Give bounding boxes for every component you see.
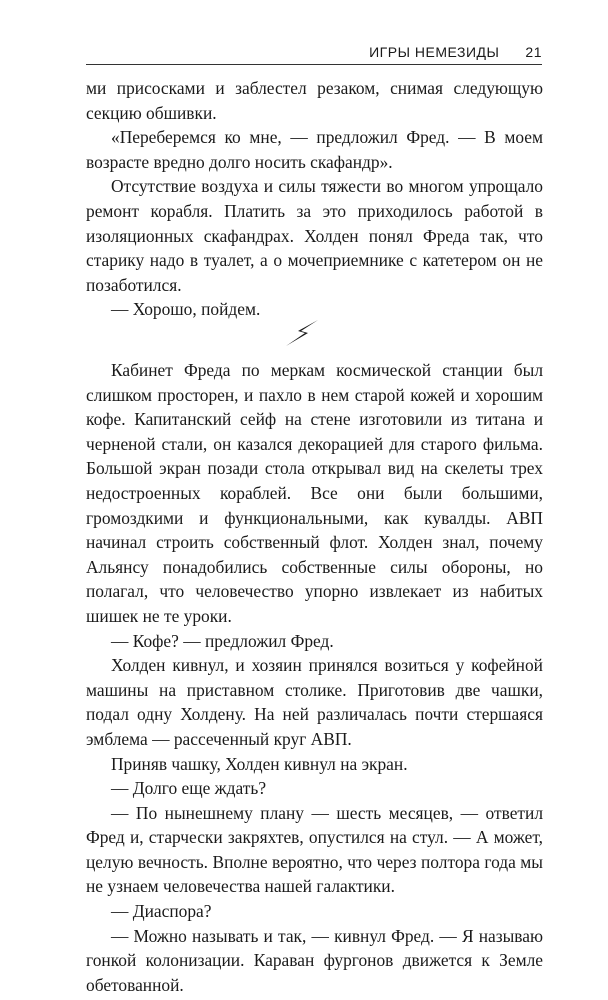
paragraph: ми присосками и заблестел резаком, снимая следующую секцию обшивки. [86,78,543,123]
paragraph: — Хорошо, пойдем. [111,299,261,320]
running-title: ИГРЫ НЕМЕЗИДЫ [369,44,500,60]
paragraph: — По нынешнему плану — шесть месяцев, — ответил Фред и, старчески закряхтев, опустился на стул. — А может, целую вечность. Вполне вероятно, что через полтора года мы не узнаем человечества нашей галактики. [86,802,543,897]
paragraph: «Переберемся ко мне, — предложил Фред. — В моем возрасте вредно долго носить скафандр». [86,127,543,172]
text-section-2 [86,358,543,997]
running-head [86,38,542,65]
paragraph: Кабинет Фреда по меркам космической станции был слишком просторен, и пахло в нем старой кожей и хорошим кофе. Капитанский сейф на стене изготовили из титана и черненой стали, он казался декорацией для старого фильма. Большой экран позади стола открывал вид на скелеты трех недостроенных кораблей. Все они были большими, громоздкими и функциональными, как кувалды. АВП начинал строить собственный флот. Холден знал, почему Альянсу понадобились собственные силы обороны, но полагал, что человечество упорно извлекает из набитых шишек не те уроки. [86,360,543,626]
paragraph: Отсутствие воздуха и силы тяжести во многом упрощало ремонт корабля. Платить за это приходилось работой в изоляционных скафандрах. Холден понял Фреда так, что старику надо в туалет, а о мочеприемнике с катетером он не позаботился. [86,176,543,295]
paragraph: — Диаспора? [111,901,212,922]
paragraph: — Можно называть и так, — кивнул Фред. — Я называю гонкой колонизации. Караван фургонов движется к Земле обетованной. [86,925,543,995]
paragraph: — Долго еще ждать? [111,778,267,799]
paragraph: Холден кивнул, и хозяин принялся возиться у кофейной машины на приставном столике. Приготовив две чашки, подал одну Холдену. На ней различалась почти стершаяся эмблема — рассеченный круг АВП. [86,655,543,749]
page-number: 21 [525,44,542,60]
lightning-bolt-icon [284,318,320,348]
paragraph: — Кофе? — предложил Фред. [111,630,334,651]
text-section-1 [86,76,543,322]
paragraph: Приняв чашку, Холден кивнул на экран. [111,753,408,774]
